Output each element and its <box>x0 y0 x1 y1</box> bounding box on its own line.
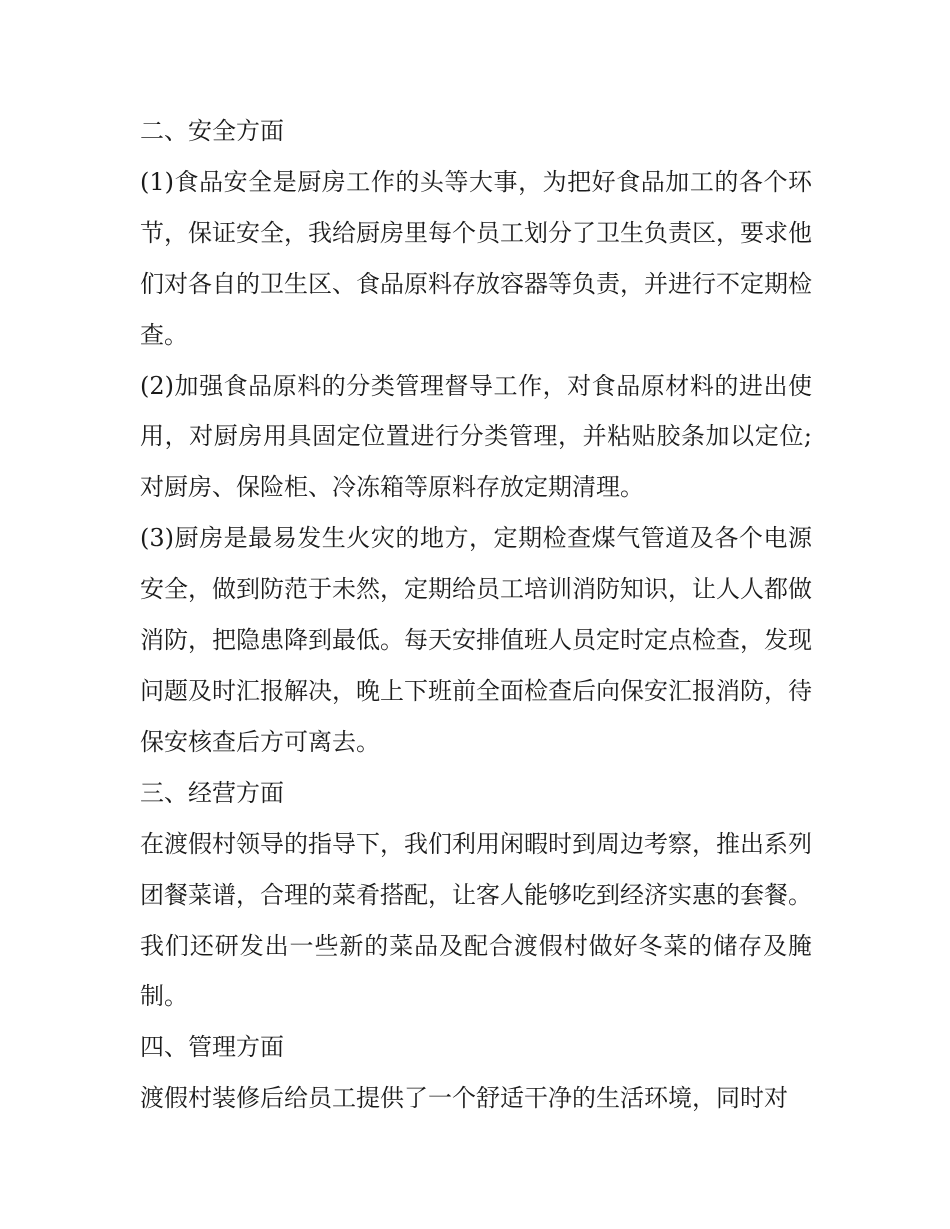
paragraph-fire-safety: (3)厨房是最易发生火灾的地方，定期检查煤气管道及各个电源安全，做到防范于未然，定期给员工培训消防知识，让人人都做消防，把隐患降到最低。每天安排值班人员定时定点检查，发现问题及时汇报解决，晚上下班前全面检查后向保安汇报消防，待保安核查后方可离去。 <box>140 524 812 756</box>
section-heading-operations: 三、经营方面 <box>140 778 284 807</box>
section-heading-safety: 二、安全方面 <box>140 117 284 145</box>
paragraph-operations: 在渡假村领导的指导下，我们利用闲暇时到周边考察，推出系列团餐菜谱，合理的菜肴搭配，让客人能够吃到经济实惠的套餐。我们还研发出一些新的菜品及配合渡假村做好冬菜的储存及腌制。 <box>140 829 812 1011</box>
paragraph-management: 渡假村装修后给员工提供了一个舒适干净的生活环境，同时对 <box>140 1084 788 1113</box>
section-heading-management: 四、管理方面 <box>140 1033 284 1062</box>
paragraph-food-safety: (1)食品安全是厨房工作的头等大事，为把好食品加工的各个环节，保证安全，我给厨房里每个员工划分了卫生负责区，要求他们对各自的卫生区、食品原料存放容器等负责，并进行不定期检查。 <box>140 167 812 349</box>
paragraph-ingredient-management: (2)加强食品原料的分类管理督导工作，对食品原材料的进出使用，对厨房用具固定位置进行分类管理，并粘贴胶条加以定位;对厨房、保险柜、冷冻箱等原料存放定期清理。 <box>140 371 812 502</box>
document-body <box>140 106 812 1124</box>
